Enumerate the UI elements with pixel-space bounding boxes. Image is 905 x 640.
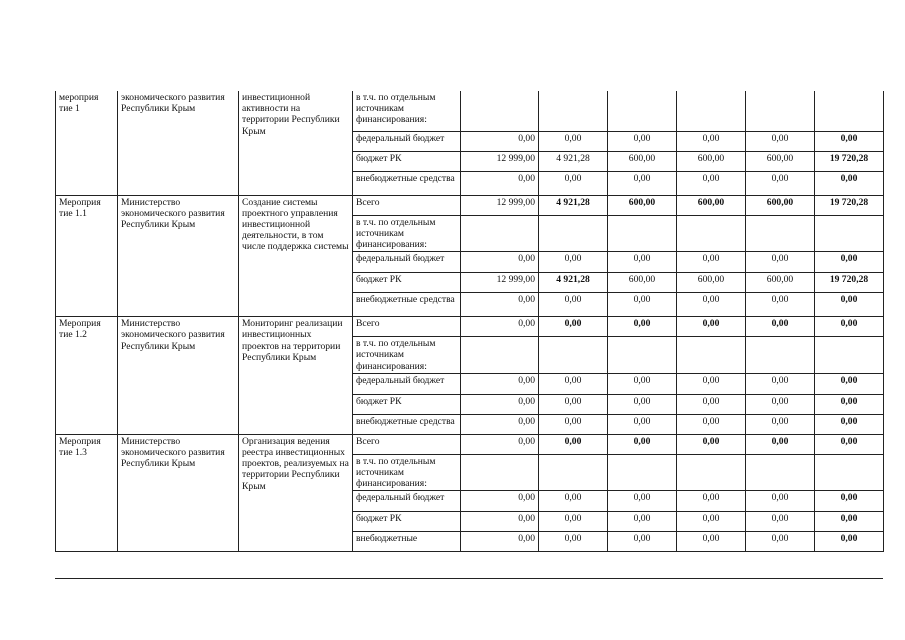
funding-source-cell: в т.ч. по отдельным источникам финансирования: [353, 454, 461, 491]
year-value-cell [677, 454, 746, 491]
year-value-cell: 600,00 [746, 195, 815, 215]
year-value-cell: 0,00 [746, 317, 815, 337]
total-value-cell: 0,00 [815, 414, 884, 434]
year-value-cell: 4 921,28 [539, 151, 608, 171]
year-value-cell: 0,00 [677, 532, 746, 552]
year-value-cell [461, 215, 539, 252]
activity-name-cell: Организация ведения реестра инвестиционных проектов, реализуемых на территории Республики Крым [239, 434, 353, 552]
executor-cell: Министерство экономического развития Республики Крым [118, 195, 239, 317]
funding-source-cell: внебюджетные средства [353, 171, 461, 195]
year-value-cell [461, 337, 539, 374]
year-value-cell: 0,00 [608, 131, 677, 151]
year-value-cell: 4 921,28 [539, 273, 608, 293]
total-value-cell: 19 720,28 [815, 195, 884, 215]
total-value-cell: 0,00 [815, 293, 884, 317]
year-value-cell: 0,00 [746, 293, 815, 317]
year-value-cell: 0,00 [746, 414, 815, 434]
funding-source-cell: в т.ч. по отдельным источникам финансирования: [353, 91, 461, 131]
total-value-cell: 19 720,28 [815, 151, 884, 171]
year-value-cell: 0,00 [746, 131, 815, 151]
total-value-cell: 0,00 [815, 171, 884, 195]
year-value-cell: 0,00 [461, 252, 539, 273]
year-value-cell: 600,00 [608, 151, 677, 171]
event-cell: Мероприя тие 1.2 [56, 317, 118, 435]
year-value-cell: 0,00 [539, 293, 608, 317]
funding-source-cell: Всего [353, 195, 461, 215]
year-value-cell: 600,00 [608, 195, 677, 215]
year-value-cell: 12 999,00 [461, 273, 539, 293]
executor-cell: Министерство экономического развития Республики Крым [118, 434, 239, 552]
year-value-cell: 0,00 [461, 373, 539, 394]
year-value-cell [461, 91, 539, 131]
year-value-cell [539, 91, 608, 131]
year-value-cell: 0,00 [677, 131, 746, 151]
funding-source-cell: Всего [353, 434, 461, 454]
year-value-cell: 0,00 [539, 252, 608, 273]
table-bottom-border [55, 578, 883, 579]
year-value-cell: 0,00 [539, 491, 608, 512]
year-value-cell: 0,00 [608, 293, 677, 317]
year-value-cell: 0,00 [539, 512, 608, 532]
funding-source-cell: внебюджетные средства [353, 414, 461, 434]
year-value-cell: 0,00 [677, 373, 746, 394]
year-value-cell: 0,00 [539, 373, 608, 394]
year-value-cell: 600,00 [677, 151, 746, 171]
funding-source-cell: федеральный бюджет [353, 131, 461, 151]
total-value-cell: 19 720,28 [815, 273, 884, 293]
year-value-cell: 0,00 [608, 434, 677, 454]
year-value-cell: 600,00 [608, 273, 677, 293]
year-value-cell [608, 215, 677, 252]
year-value-cell: 4 921,28 [539, 195, 608, 215]
year-value-cell [677, 337, 746, 374]
event-cell: Мероприя тие 1.3 [56, 434, 118, 552]
year-value-cell: 0,00 [539, 394, 608, 414]
year-value-cell: 0,00 [608, 394, 677, 414]
total-value-cell: 0,00 [815, 394, 884, 414]
total-value-cell [815, 337, 884, 374]
funding-source-cell: бюджет РК [353, 151, 461, 171]
year-value-cell [746, 215, 815, 252]
event-cell: Мероприя тие 1.1 [56, 195, 118, 317]
year-value-cell [677, 215, 746, 252]
year-value-cell [746, 91, 815, 131]
year-value-cell: 0,00 [677, 171, 746, 195]
total-value-cell [815, 454, 884, 491]
executor-cell: Министерство экономического развития Республики Крым [118, 317, 239, 435]
funding-source-cell: бюджет РК [353, 394, 461, 414]
year-value-cell [539, 215, 608, 252]
year-value-cell: 0,00 [608, 512, 677, 532]
activity-name-cell: инвестиционной активности на территории Республики Крым [239, 91, 353, 195]
year-value-cell: 0,00 [608, 252, 677, 273]
funding-source-cell: в т.ч. по отдельным источникам финансирования: [353, 215, 461, 252]
year-value-cell: 0,00 [746, 532, 815, 552]
year-value-cell [608, 454, 677, 491]
year-value-cell: 0,00 [461, 131, 539, 151]
year-value-cell: 0,00 [608, 414, 677, 434]
total-value-cell: 0,00 [815, 434, 884, 454]
total-value-cell [815, 215, 884, 252]
year-value-cell [746, 454, 815, 491]
year-value-cell: 0,00 [608, 532, 677, 552]
funding-source-cell: внебюджетные средства [353, 293, 461, 317]
funding-source-cell: федеральный бюджет [353, 252, 461, 273]
total-value-cell: 0,00 [815, 373, 884, 394]
year-value-cell: 0,00 [461, 293, 539, 317]
year-value-cell: 0,00 [539, 317, 608, 337]
year-value-cell [677, 91, 746, 131]
year-value-cell: 0,00 [608, 317, 677, 337]
year-value-cell: 0,00 [608, 373, 677, 394]
table-body [56, 91, 884, 552]
year-value-cell: 0,00 [608, 171, 677, 195]
activity-name-cell: Мониторинг реализации инвестиционных проектов на территории Республики Крым [239, 317, 353, 435]
total-value-cell: 0,00 [815, 512, 884, 532]
year-value-cell: 0,00 [461, 317, 539, 337]
funding-source-cell: федеральный бюджет [353, 373, 461, 394]
year-value-cell: 0,00 [746, 373, 815, 394]
year-value-cell [539, 454, 608, 491]
year-value-cell [539, 337, 608, 374]
year-value-cell: 0,00 [746, 491, 815, 512]
year-value-cell: 0,00 [539, 414, 608, 434]
year-value-cell: 0,00 [746, 434, 815, 454]
year-value-cell: 0,00 [461, 394, 539, 414]
total-value-cell: 0,00 [815, 317, 884, 337]
total-value-cell: 0,00 [815, 491, 884, 512]
funding-source-cell: федеральный бюджет [353, 491, 461, 512]
year-value-cell [461, 454, 539, 491]
year-value-cell: 0,00 [461, 414, 539, 434]
year-value-cell: 0,00 [539, 532, 608, 552]
year-value-cell: 0,00 [461, 532, 539, 552]
table-row [56, 195, 884, 215]
year-value-cell: 0,00 [677, 414, 746, 434]
activity-name-cell: Создание системы проектного управления инвестиционной деятельности, в том числе поддержка системы [239, 195, 353, 317]
event-cell: мероприя тие 1 [56, 91, 118, 195]
year-value-cell: 0,00 [461, 491, 539, 512]
year-value-cell: 0,00 [677, 512, 746, 532]
year-value-cell: 0,00 [677, 317, 746, 337]
year-value-cell [608, 91, 677, 131]
year-value-cell: 0,00 [677, 394, 746, 414]
total-value-cell: 0,00 [815, 532, 884, 552]
year-value-cell: 600,00 [677, 273, 746, 293]
executor-cell: экономического развития Республики Крым [118, 91, 239, 195]
year-value-cell: 0,00 [608, 491, 677, 512]
funding-source-cell: Всего [353, 317, 461, 337]
year-value-cell: 0,00 [746, 252, 815, 273]
funding-table [55, 91, 884, 552]
year-value-cell: 600,00 [677, 195, 746, 215]
year-value-cell: 0,00 [677, 293, 746, 317]
table-row [56, 317, 884, 337]
table-row [56, 434, 884, 454]
year-value-cell: 0,00 [539, 131, 608, 151]
year-value-cell: 0,00 [677, 434, 746, 454]
year-value-cell: 0,00 [461, 171, 539, 195]
total-value-cell [815, 91, 884, 131]
funding-source-cell: бюджет РК [353, 512, 461, 532]
year-value-cell: 600,00 [746, 273, 815, 293]
year-value-cell: 0,00 [461, 512, 539, 532]
year-value-cell: 0,00 [461, 434, 539, 454]
total-value-cell: 0,00 [815, 252, 884, 273]
year-value-cell: 0,00 [677, 252, 746, 273]
year-value-cell: 12 999,00 [461, 151, 539, 171]
table-row [56, 91, 884, 131]
funding-source-cell: бюджет РК [353, 273, 461, 293]
year-value-cell: 0,00 [746, 394, 815, 414]
year-value-cell: 0,00 [539, 434, 608, 454]
total-value-cell: 0,00 [815, 131, 884, 151]
year-value-cell: 12 999,00 [461, 195, 539, 215]
year-value-cell: 0,00 [539, 171, 608, 195]
funding-source-cell: внебюджетные [353, 532, 461, 552]
year-value-cell: 600,00 [746, 151, 815, 171]
year-value-cell: 0,00 [677, 491, 746, 512]
year-value-cell: 0,00 [746, 171, 815, 195]
year-value-cell [746, 337, 815, 374]
funding-source-cell: в т.ч. по отдельным источникам финансирования: [353, 337, 461, 374]
year-value-cell: 0,00 [746, 512, 815, 532]
year-value-cell [608, 337, 677, 374]
